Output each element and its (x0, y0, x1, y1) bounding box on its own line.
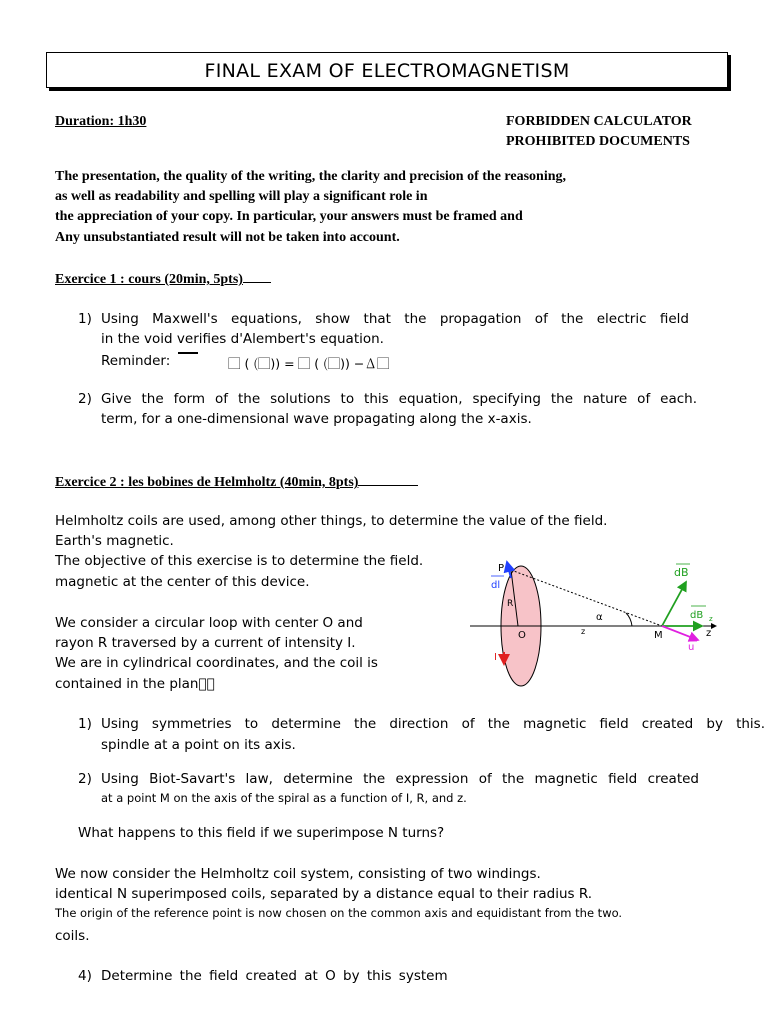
label-u: u (688, 642, 695, 653)
reminder-label: Reminder: (101, 353, 171, 369)
ex1-q2-line-1: Give the form of the solutions to this equation, specifying the nature of each. (101, 391, 697, 407)
ex2-p1-line-2: Earth's magnetic. (55, 533, 174, 549)
ex2-q2-line-1: Using Biot-Savart's law, determine the expression of the magnetic field created (101, 771, 699, 787)
label-dbz-sub: z (709, 615, 713, 623)
reminder-overbar (178, 352, 198, 356)
ex2-q1-line-2: spindle at a point on its axis. (101, 737, 296, 753)
ex2-p2-line-4: contained in the plan⃞⃞ (55, 676, 215, 692)
ex1-q1-number: 1) (78, 311, 92, 327)
db-arrow (662, 582, 686, 626)
ex1-q2-number: 2) (78, 391, 92, 407)
label-z-axis: z (706, 628, 712, 639)
exercise-1-heading: Exercice 1 : cours (20min, 5pts) (55, 270, 271, 288)
forbidden-calculator: FORBIDDEN CALCULATOR (506, 114, 692, 129)
label-i: I (494, 652, 497, 663)
ex2-q2-number: 2) (78, 771, 92, 787)
ex2-q1-number: 1) (78, 716, 92, 732)
ex2-p2-line-3: We are in cylindrical coordinates, and the coil is (55, 655, 378, 671)
label-dbz: dB (690, 610, 704, 621)
ex2-p3-line-4: coils. (55, 928, 90, 944)
ex2-p3-line-2: identical N superimposed coils, separated by a distance equal to their radius R. (55, 886, 593, 902)
ex2-q4-number: 4) (78, 968, 92, 984)
u-arrow (662, 626, 698, 640)
label-o: O (518, 630, 526, 641)
label-alpha: α (596, 612, 603, 623)
title-box (46, 52, 728, 88)
ex2-p2-line-1: We consider a circular loop with center O and (55, 615, 363, 631)
intro-line-2: as well as readability and spelling will play a significant role in (55, 189, 428, 204)
label-db: dB (674, 566, 689, 579)
label-p: P (498, 563, 505, 574)
ex2-p1-line-1: Helmholtz coils are used, among other things, to determine the value of the field. (55, 513, 608, 529)
ex2-p3-line-3: The origin of the reference point is now chosen on the common axis and equidistant from the two. (55, 906, 623, 920)
ex1-q1-line-2: in the void verifies d'Alembert's equation. (101, 331, 384, 347)
ex2-q1-line-1: Using symmetries to determine the direction of the magnetic field created by this. (101, 716, 765, 732)
intro-line-1: The presentation, the quality of the writing, the clarity and precision of the reasoning, (55, 169, 566, 184)
label-dl: dl (491, 580, 501, 591)
intro-line-4: Any unsubstantiated result will not be taken into account. (55, 230, 400, 245)
reminder-formula: ⃞ ( (⃞)) = ⃞ ( (⃞)) −∆⃞ (228, 356, 390, 371)
ex2-q3-text: What happens to this field if we superimpose N turns? (78, 825, 445, 841)
ex2-p2-line-2: rayon R traversed by a current of intensity I. (55, 635, 356, 651)
label-z-small: z (581, 627, 586, 636)
page-title: FINAL EXAM OF ELECTROMAGNETISM (204, 60, 570, 82)
ex2-p1-line-3: The objective of this exercise is to determine the field. (55, 553, 424, 569)
ex2-p1-line-4: magnetic at the center of this device. (55, 574, 310, 590)
ex2-p3-line-1: We now consider the Helmholtz coil system, consisting of two windings. (55, 866, 541, 882)
ex1-q2-line-2: term, for a one-dimensional wave propagating along the x-axis. (101, 411, 532, 427)
ex1-q1-line-1: Using Maxwell's equations, show that the propagation of the electric field (101, 311, 689, 327)
exercise-2-heading: Exercice 2 : les bobines de Helmholtz (40min, 8pts) (55, 473, 418, 491)
duration: Duration: 1h30 (55, 114, 147, 129)
label-m: M (654, 630, 663, 641)
ex2-q4-text: Determine the field created at O by this system (101, 968, 448, 984)
label-r: R (507, 599, 514, 609)
helmholtz-loop-figure (466, 556, 722, 692)
intro-line-3: the appreciation of your copy. In particular, your answers must be framed and (55, 209, 523, 224)
prohibited-documents: PROHIBITED DOCUMENTS (506, 134, 690, 149)
ex2-q2-line-2: at a point M on the axis of the spiral as a function of I, R, and z. (101, 791, 467, 805)
